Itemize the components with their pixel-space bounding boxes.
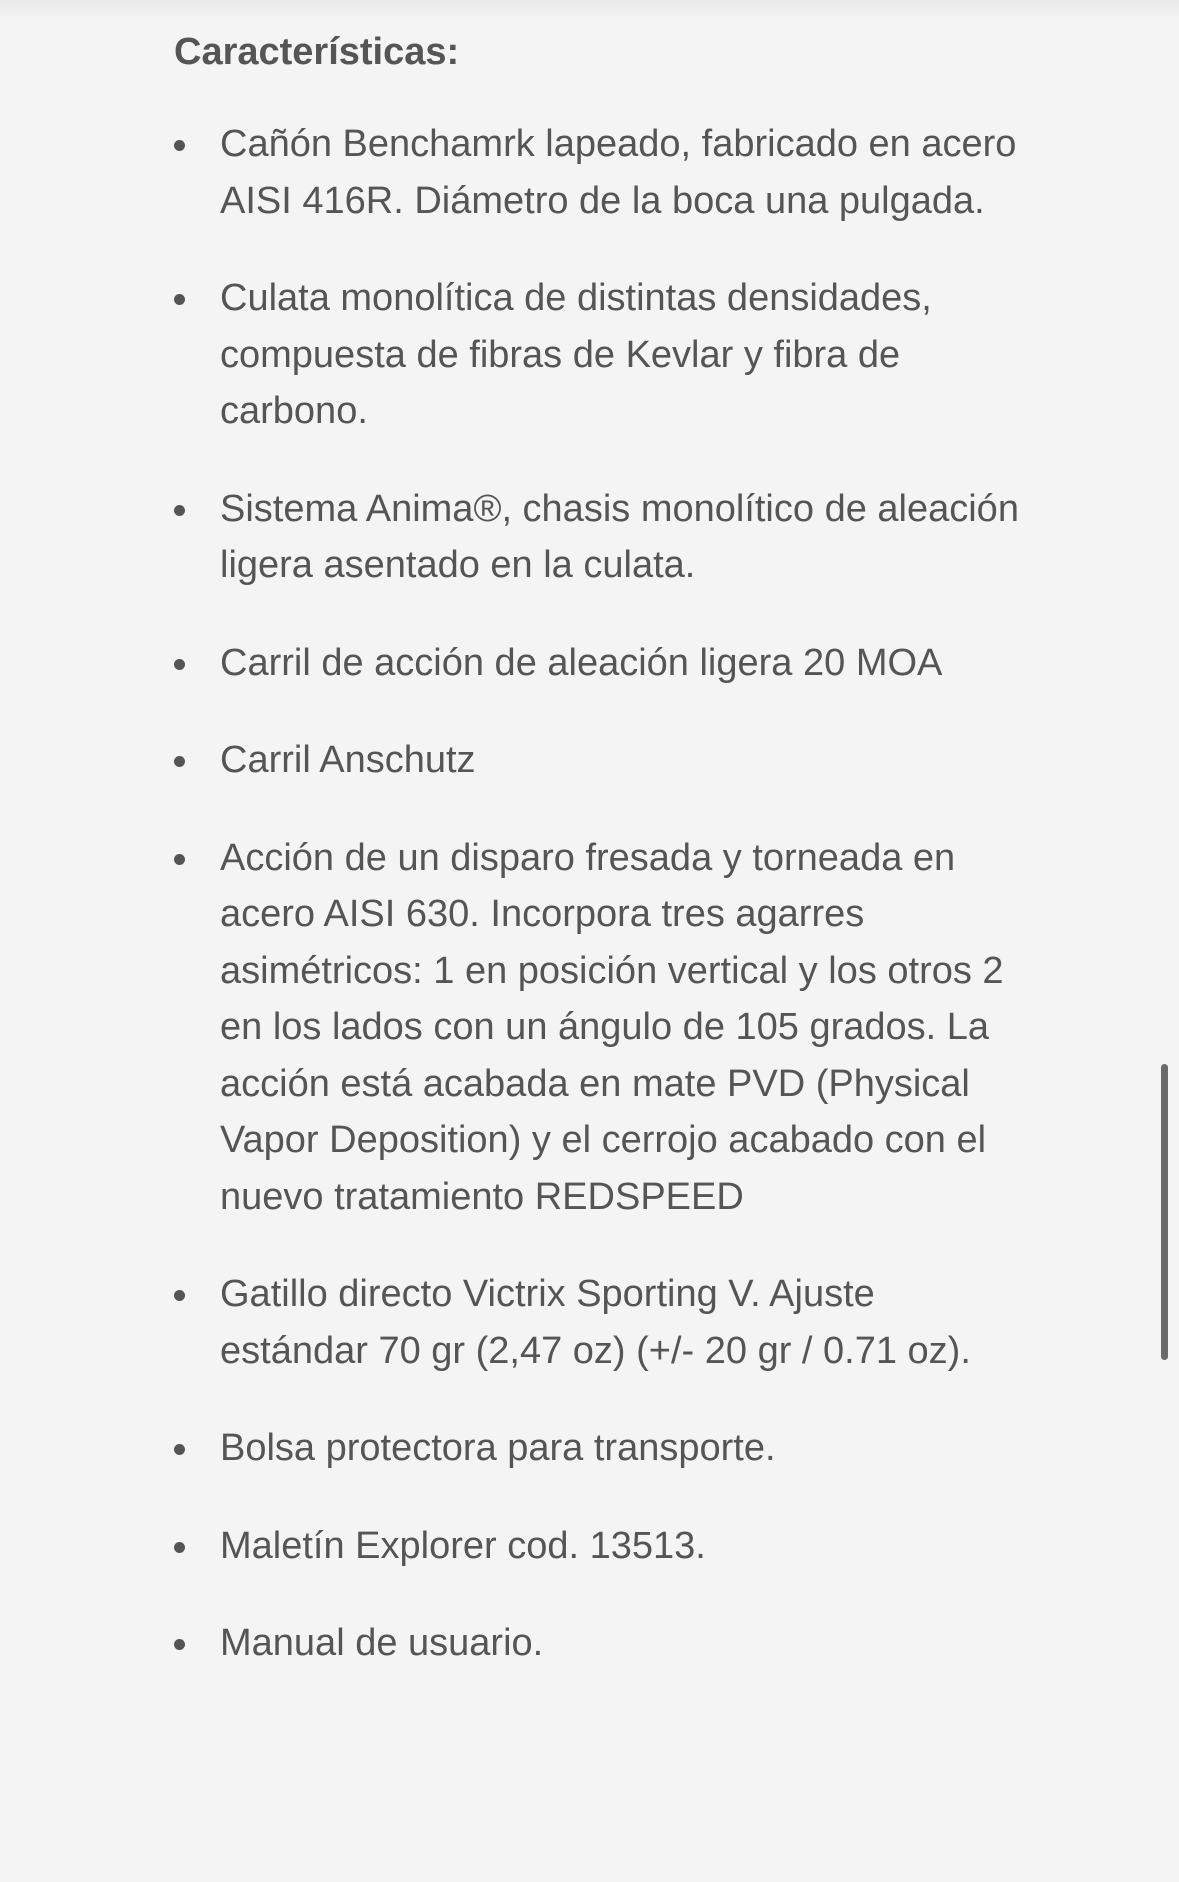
section-title: Características:	[174, 31, 460, 73]
list-item-text: Bolsa protectora para transporte.	[220, 1427, 776, 1469]
bullet-icon	[174, 659, 185, 670]
list-item	[174, 481, 1034, 594]
list-item	[174, 1420, 1034, 1477]
bullet-icon	[174, 505, 185, 516]
list-item	[174, 830, 1034, 1226]
list-item	[174, 1266, 1034, 1379]
list-item-text: Acción de un disparo fresada y torneada en acero AISI 630. Incorpora tres agarres asimétricos: 1 en posición vertical y los otros 2 en los lados con un ángulo de 105 grados. La acción está acabada en mate PVD (Physical Vapor Deposition) y el cerrojo acabado con el nuevo tratamiento REDSPEED	[220, 836, 1004, 1218]
list-item-text: Culata monolítica de distintas densidades, compuesta de fibras de Kevlar y fibra de carbono.	[220, 277, 932, 432]
list-item	[174, 1615, 1034, 1672]
bullet-icon	[174, 1542, 185, 1553]
list-item	[174, 270, 1034, 440]
list-item	[174, 635, 1034, 692]
list-item	[174, 732, 1034, 789]
bullet-icon	[174, 1444, 185, 1455]
product-features-section	[174, 28, 1034, 1713]
list-item-text: Gatillo directo Victrix Sporting V. Ajuste estándar 70 gr (2,47 oz) (+/- 20 gr / 0.71 oz).	[220, 1273, 971, 1372]
list-item-text: Cañón Benchamrk lapeado, fabricado en acero AISI 416R. Diámetro de la boca una pulgada.	[220, 123, 1017, 222]
bullet-icon	[174, 140, 185, 151]
bullet-icon	[174, 1290, 185, 1301]
bullet-icon	[174, 854, 185, 865]
feature-list	[174, 116, 1034, 1672]
list-item-text: Maletín Explorer cod. 13513.	[220, 1524, 706, 1567]
vertical-scrollbar[interactable]	[1161, 1064, 1168, 1360]
list-item	[174, 116, 1034, 229]
list-item-text: Carril de acción de aleación ligera 20 MOA	[220, 641, 943, 684]
list-item	[174, 1518, 1034, 1575]
bullet-icon	[174, 294, 185, 305]
list-item-text: Sistema Anima®, chasis monolítico de aleación ligera asentado en la culata.	[220, 487, 1019, 586]
top-edge-shadow	[0, 0, 1179, 18]
bullet-icon	[174, 1639, 185, 1650]
list-item-text: Manual de usuario.	[220, 1622, 544, 1664]
bullet-icon	[174, 756, 185, 767]
list-item-text: Carril Anschutz	[220, 739, 476, 781]
